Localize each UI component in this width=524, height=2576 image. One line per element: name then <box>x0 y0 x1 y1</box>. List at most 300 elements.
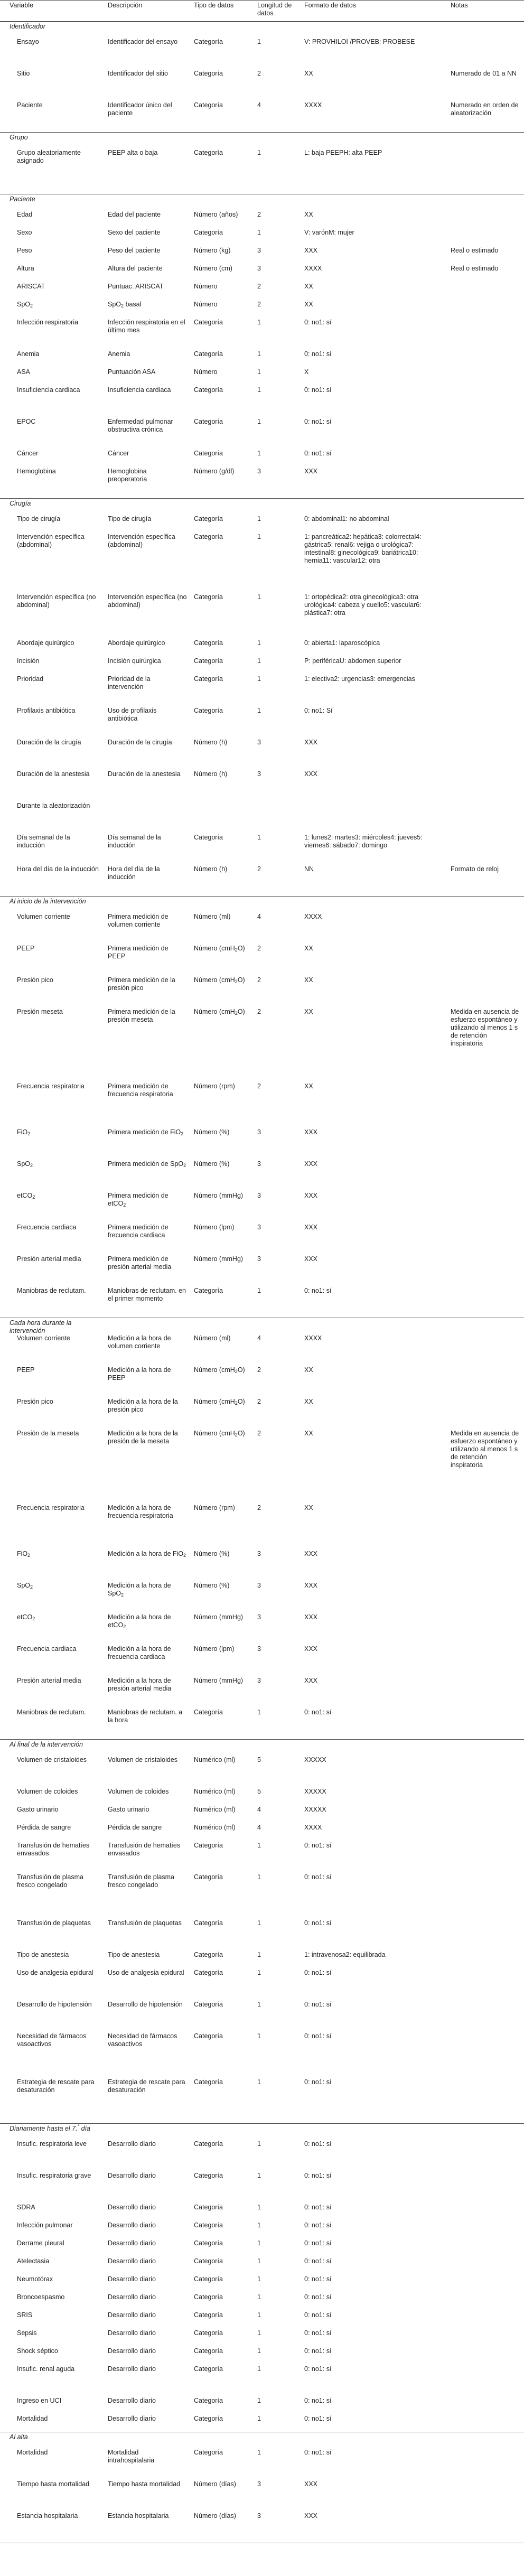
table-row <box>0 2310 524 2328</box>
cell-tipo: Categoría <box>194 707 223 714</box>
table-row <box>0 2414 524 2432</box>
cell-formato: 0: no1: sí <box>304 2293 332 2301</box>
cell-tipo: Número (rpm) <box>194 1082 235 1090</box>
cell-longitud: 2 <box>257 865 261 873</box>
cell-descripcion: Desarrollo de hipotensión <box>108 2001 183 2008</box>
cell-longitud: 4 <box>257 101 261 109</box>
cell-descripcion: Primera medición de PEEP <box>108 945 169 960</box>
cell-tipo: Número <box>194 283 218 290</box>
cell-tipo: Categoría <box>194 834 223 841</box>
cell-formato: 0: no1: sí <box>304 2001 332 2008</box>
cell-formato: 0: no1: sí <box>304 2140 332 2148</box>
cell-formato: NN <box>304 865 314 873</box>
cell-longitud: 1 <box>257 2078 261 2086</box>
cell-longitud: 3 <box>257 1192 261 1199</box>
table-row <box>0 1841 524 1872</box>
cell-formato: XXX <box>304 1255 318 1263</box>
cell-longitud: 1 <box>257 386 261 394</box>
cell-descripcion: Desarrollo diario <box>108 2293 156 2301</box>
cell-descripcion: Edad del paciente <box>108 211 161 218</box>
cell-variable: Sexo <box>17 229 32 236</box>
cell-formato: XX <box>304 1398 313 1405</box>
cell-longitud: 3 <box>257 1160 261 1168</box>
table-row <box>0 1918 524 1950</box>
cell-formato: 0: no1: sí <box>304 2257 332 2265</box>
cell-variable: Duración de la anestesia <box>17 770 90 778</box>
cell-variable: etCO$_2$ <box>17 1613 35 1621</box>
cell-longitud: 1 <box>257 2311 261 2319</box>
table-row <box>0 1823 524 1841</box>
cell-longitud: 3 <box>257 1550 261 1557</box>
section-heading <box>0 2432 524 2448</box>
section-heading <box>0 498 524 515</box>
cell-formato: XX <box>304 301 313 308</box>
table-row <box>0 532 524 592</box>
cell-formato: 0: no1: sí <box>304 2311 332 2319</box>
cell-descripcion: Desarrollo diario <box>108 2397 156 2404</box>
cell-formato: 1: ortopédica2: otra ginecológica3: otra urológica4: cabeza y cuello5: vascular6: plástica7: otra <box>304 593 422 617</box>
cell-longitud: 4 <box>257 1334 261 1342</box>
cell-formato: 0: abdominal1: no abdominal <box>304 515 389 522</box>
cell-longitud: 1 <box>257 418 261 425</box>
table-row <box>0 1950 524 1968</box>
cell-variable: SpO$_2$ <box>17 1160 33 1168</box>
cell-formato: 0: no1: sí <box>304 2365 332 2373</box>
cell-descripcion: Medición a la hora de FiO$_2$ <box>108 1550 186 1558</box>
cell-longitud: 3 <box>257 739 261 746</box>
table-row <box>0 37 524 69</box>
cell-variable: FiO$_2$ <box>17 1550 31 1558</box>
cell-longitud: 2 <box>257 976 261 984</box>
cell-descripcion: Prioridad de la intervención <box>108 675 151 690</box>
cell-formato: 0: abierta1: laparoscópica <box>304 639 380 647</box>
table-row <box>0 1805 524 1823</box>
cell-variable: Mortalidad <box>17 2449 48 2456</box>
cell-variable: Hora del día de la inducción <box>17 865 99 873</box>
cell-descripcion: Desarrollo diario <box>108 2415 156 2422</box>
cell-longitud: 4 <box>257 1824 261 1831</box>
cell-variable: Día semanal de la inducción <box>17 834 70 849</box>
cell-descripcion: Desarrollo diario <box>108 2365 156 2373</box>
cell-descripcion: Necesidad de fármacos vasoactivos <box>108 2032 177 2048</box>
cell-formato: 0: no1: sí <box>304 2239 332 2247</box>
cell-tipo: Categoría <box>194 2347 223 2355</box>
cell-formato: XXX <box>304 1645 318 1653</box>
cell-tipo: Numérico (ml) <box>194 1824 236 1831</box>
cell-longitud: 3 <box>257 1255 261 1263</box>
cell-formato: XXX <box>304 1224 318 1231</box>
table-row <box>0 674 524 706</box>
cell-tipo: Categoría <box>194 2239 223 2247</box>
cell-tipo: Categoría <box>194 1969 223 1976</box>
cell-descripcion: Uso de analgesia epidural <box>108 1969 184 1976</box>
cell-variable: Volumen corriente <box>17 913 70 920</box>
cell-formato: 0: no1: sí <box>304 1287 332 1294</box>
table-row <box>0 2000 524 2031</box>
cell-longitud: 1 <box>257 2365 261 2373</box>
cell-formato: 0: no1: sí <box>304 2204 332 2211</box>
cell-formato: XX <box>304 1504 313 1511</box>
cell-formato: V: varónM: mujer <box>304 229 354 236</box>
cell-descripcion: Hora del día de la inducción <box>108 865 160 881</box>
table-row <box>0 1159 524 1191</box>
cell-formato: XXX <box>304 247 318 254</box>
cell-formato: XX <box>304 945 313 952</box>
cell-formato: 0: no1: sí <box>304 1873 332 1881</box>
cell-variable: Gasto urinario <box>17 1806 59 1813</box>
cell-variable: SRIS <box>17 2311 33 2319</box>
cell-longitud: 1 <box>257 38 261 45</box>
cell-longitud: 1 <box>257 593 261 601</box>
cell-formato: 0: no1: sí <box>304 2347 332 2355</box>
cell-descripcion: Altura del paciente <box>108 265 163 272</box>
cell-variable: Anemia <box>17 350 40 358</box>
cell-variable: Desarrollo de hipotensión <box>17 2001 92 2008</box>
table-row <box>0 1397 524 1429</box>
cell-longitud: 3 <box>257 1224 261 1231</box>
cell-variable: Tiempo hasta mortalidad <box>17 2480 90 2488</box>
cell-tipo: Categoría <box>194 2001 223 2008</box>
cell-longitud: 1 <box>257 1842 261 1849</box>
cell-variable: Insufic. respiratoria leve <box>17 2140 87 2148</box>
cell-descripcion: Desarrollo diario <box>108 2222 156 2229</box>
cell-tipo: Numérico (ml) <box>194 1788 236 1795</box>
table-row <box>0 1191 524 1222</box>
section-heading <box>0 2123 524 2140</box>
cell-variable: SDRA <box>17 2204 35 2211</box>
cell-longitud: 3 <box>257 2480 261 2488</box>
table-row <box>0 706 524 738</box>
cell-tipo: Número <box>194 301 218 308</box>
cell-descripcion: Intervención específica (no abdominal) <box>108 593 187 609</box>
cell-formato: 0: no1: sí <box>304 2329 332 2337</box>
cell-formato: 0: no1: sí <box>304 2172 332 2179</box>
cell-formato: 1: intravenosa2: equilibrada <box>304 1951 386 1958</box>
cell-formato: XXX <box>304 1160 318 1168</box>
cell-formato: XXXX <box>304 913 322 920</box>
cell-variable: Maniobras de reclutam. <box>17 1709 86 1716</box>
cell-descripcion: Primera medición de FiO$_2$ <box>108 1128 184 1136</box>
cell-notas: Real o estimado <box>451 265 499 272</box>
cell-tipo: Categoría <box>194 1709 223 1716</box>
cell-variable: EPOC <box>17 418 36 425</box>
cell-descripcion: Desarrollo diario <box>108 2275 156 2283</box>
cell-notas: Numerado de 01 a NN <box>451 70 517 77</box>
cell-formato: L: baja PEEPH: alta PEEP <box>304 149 382 156</box>
cell-variable: Pérdida de sangre <box>17 1824 71 1831</box>
cell-longitud: 1 <box>257 2172 261 2179</box>
cell-variable: Necesidad de fármacos vasoactivos <box>17 2032 87 2048</box>
cell-variable: Presión meseta <box>17 1008 63 1015</box>
cell-formato: XXX <box>304 1677 318 1684</box>
table-row <box>0 2328 524 2346</box>
table-row <box>0 769 524 801</box>
table-row <box>0 2171 524 2202</box>
cell-formato: 0: no1: Sí <box>304 707 333 714</box>
cell-tipo: Número (h) <box>194 865 228 873</box>
table-row <box>0 1127 524 1159</box>
cell-longitud: 1 <box>257 149 261 156</box>
cell-variable: Transfusión de plasma fresco congelado <box>17 1873 83 1889</box>
cell-formato: XXXX <box>304 1334 322 1342</box>
cell-formato: P: periféricaU: abdomen superior <box>304 657 401 665</box>
cell-formato: 0: no1: sí <box>304 2415 332 2422</box>
cell-descripcion: Medición a la hora de presión arterial media <box>108 1677 172 1692</box>
cell-formato: XX <box>304 283 313 290</box>
cell-formato: XXXX <box>304 1824 322 1831</box>
section-heading <box>0 194 524 210</box>
table-row <box>0 801 524 833</box>
cell-longitud: 3 <box>257 247 261 254</box>
cell-longitud: 1 <box>257 1919 261 1927</box>
cell-variable: Atelectasia <box>17 2257 50 2265</box>
cell-descripcion: Primera medición de presión arterial media <box>108 1255 172 1271</box>
cell-variable: Presión arterial media <box>17 1677 81 1684</box>
cell-longitud: 1 <box>257 1873 261 1881</box>
cell-tipo: Categoría <box>194 386 223 394</box>
cell-longitud: 3 <box>257 265 261 272</box>
cell-tipo: Número <box>194 368 218 376</box>
cell-descripcion: Medición a la hora de SpO$_2$ <box>108 1582 171 1598</box>
cell-tipo: Número (años) <box>194 211 238 218</box>
cell-variable: Uso de analgesia epidural <box>17 1969 93 1976</box>
table-row <box>0 2511 524 2543</box>
cell-formato: 0: no1: sí <box>304 1842 332 1849</box>
cell-tipo: Categoría <box>194 350 223 358</box>
cell-formato: 1: pancreática2: hepática3: colorrectal4: gástrica5: renal6: vejiga o urológica7: intestinal8: ginecológica9: bariátrica10: hernia11: vascular12: otra <box>304 533 422 564</box>
cell-variable: Transfusión de hematíes envasados <box>17 1842 90 1857</box>
table-row <box>0 1081 524 1127</box>
cell-descripcion: Volumen de cristaloides <box>108 1756 178 1763</box>
cell-longitud: 1 <box>257 2001 261 2008</box>
table-row <box>0 2256 524 2274</box>
table-row <box>0 975 524 1007</box>
cell-descripcion: Incisión quirúrgica <box>108 657 161 665</box>
section-title: Identificador <box>10 23 46 30</box>
cell-tipo: Categoría <box>194 639 223 647</box>
cell-longitud: 1 <box>257 1969 261 1976</box>
cell-variable: Mortalidad <box>17 2415 48 2422</box>
header-longitud: Longitud de datos <box>257 2 292 17</box>
cell-variable: Tipo de cirugía <box>17 515 61 522</box>
cell-variable: Sitio <box>17 70 30 77</box>
header-formato: Formato de datos <box>304 2 356 9</box>
table-row <box>0 100 524 132</box>
table-row <box>0 2479 524 2511</box>
cell-formato: 1: electiva2: urgencias3: emergencias <box>304 675 415 683</box>
header-variable: Variable <box>10 2 33 9</box>
table-row <box>0 1254 524 1286</box>
cell-variable: Tipo de anestesia <box>17 1951 69 1958</box>
table-row <box>0 638 524 656</box>
cell-variable: Maniobras de reclutam. <box>17 1287 86 1294</box>
cell-longitud: 1 <box>257 834 261 841</box>
cell-formato: 0: no1: sí <box>304 418 332 425</box>
cell-notas: Formato de reloj <box>451 865 499 873</box>
cell-tipo: Número (h) <box>194 770 228 778</box>
cell-descripcion: Identificador único del paciente <box>108 101 172 117</box>
cell-variable: Intervención específica (abdominal) <box>17 533 85 548</box>
cell-longitud: 1 <box>257 2415 261 2422</box>
cell-descripcion: Tiempo hasta mortalidad <box>108 2480 181 2488</box>
section-title: Al final de la intervención <box>10 1741 83 1748</box>
cell-notas: Medida en ausencia de esfuerzo espontáneo y utilizando al menos 1 s de retención inspiratoria <box>451 1430 519 1469</box>
cell-longitud: 1 <box>257 2032 261 2040</box>
table-row <box>0 514 524 532</box>
cell-tipo: Número (cmH$_2$O) <box>194 1430 245 1438</box>
cell-tipo: Categoría <box>194 2140 223 2148</box>
cell-tipo: Categoría <box>194 593 223 601</box>
cell-descripcion: Duración de la cirugía <box>108 739 172 746</box>
cell-tipo: Número (días) <box>194 2512 236 2519</box>
cell-formato: XXXX <box>304 265 322 272</box>
table-row <box>0 1676 524 1707</box>
cell-descripcion: Cáncer <box>108 450 129 457</box>
table-row <box>0 1503 524 1549</box>
cell-variable: Insufic. respiratoria grave <box>17 2172 91 2179</box>
table-row <box>0 349 524 367</box>
cell-variable: Intervención específica (no abdominal) <box>17 593 96 609</box>
cell-descripcion: Primera medición de frecuencia cardiaca <box>108 1224 169 1239</box>
cell-longitud: 1 <box>257 368 261 376</box>
cell-descripcion: Estrategia de rescate para desaturación <box>108 2078 185 2094</box>
cell-formato: 0: no1: sí <box>304 2222 332 2229</box>
cell-tipo: Número (lpm) <box>194 1645 235 1653</box>
cell-variable: PEEP <box>17 945 35 952</box>
cell-variable: Infección pulmonar <box>17 2222 73 2229</box>
cell-descripcion: Primera medición de frecuencia respiratoria <box>108 1082 173 1098</box>
cell-variable: Neumotórax <box>17 2275 53 2283</box>
table-row <box>0 2031 524 2077</box>
table-row <box>0 1286 524 1318</box>
cell-tipo: Número (cmH$_2$O) <box>194 1008 245 1016</box>
cell-formato: V: PROVHILOI /PROVEB: PROBESE <box>304 38 415 45</box>
cell-descripcion: Primera medición de SpO$_2$ <box>108 1160 186 1168</box>
table-row <box>0 282 524 300</box>
table-row <box>0 417 524 449</box>
cell-longitud: 1 <box>257 2239 261 2247</box>
table-row <box>0 738 524 769</box>
cell-tipo: Categoría <box>194 2293 223 2301</box>
cell-descripcion: Día semanal de la inducción <box>108 834 161 849</box>
cell-longitud: 2 <box>257 1366 261 1374</box>
cell-variable: ASA <box>17 368 31 376</box>
cell-variable: Durante la aleatorización <box>17 802 90 809</box>
cell-variable: Incisión <box>17 657 40 665</box>
cell-longitud: 2 <box>257 211 261 218</box>
table-header <box>0 0 524 22</box>
cell-variable: Volumen de cristaloides <box>17 1756 87 1763</box>
cell-variable: Altura <box>17 265 34 272</box>
cell-tipo: Número (lpm) <box>194 1224 235 1231</box>
cell-longitud: 2 <box>257 70 261 77</box>
cell-tipo: Categoría <box>194 2311 223 2319</box>
table-row <box>0 2396 524 2414</box>
cell-variable: Sepsis <box>17 2329 37 2337</box>
cell-longitud: 1 <box>257 319 261 326</box>
cell-tipo: Número (cm) <box>194 265 232 272</box>
cell-longitud: 1 <box>257 2397 261 2404</box>
table-row <box>0 449 524 466</box>
cell-variable: Frecuencia respiratoria <box>17 1504 85 1511</box>
cell-variable: Edad <box>17 211 33 218</box>
cell-formato: 0: no1: sí <box>304 450 332 457</box>
cell-descripcion: Maniobras de reclutam. en el primer momento <box>108 1287 186 1302</box>
cell-variable: Abordaje quirúrgico <box>17 639 74 647</box>
cell-longitud: 3 <box>257 1582 261 1589</box>
cell-longitud: 1 <box>257 2275 261 2283</box>
cell-descripcion: Pérdida de sangre <box>108 1824 162 1831</box>
cell-longitud: 1 <box>257 639 261 647</box>
cell-descripcion: Tipo de cirugía <box>108 515 152 522</box>
cell-formato: 0: no1: sí <box>304 319 332 326</box>
cell-descripcion: Duración de la anestesia <box>108 770 181 778</box>
cell-tipo: Número (mmHg) <box>194 1192 244 1199</box>
cell-longitud: 1 <box>257 2257 261 2265</box>
cell-tipo: Categoría <box>194 2222 223 2229</box>
table-row <box>0 1612 524 1644</box>
cell-descripcion: Desarrollo diario <box>108 2172 156 2179</box>
cell-variable: Frecuencia cardiaca <box>17 1224 77 1231</box>
cell-longitud: 1 <box>257 657 261 665</box>
cell-descripcion: Infección respiratoria en el último mes <box>108 319 185 334</box>
cell-variable: Frecuencia cardiaca <box>17 1645 77 1653</box>
cell-descripcion: Transfusión de hematíes envasados <box>108 1842 181 1857</box>
table-row <box>0 1581 524 1612</box>
table-row <box>0 1007 524 1081</box>
cell-formato: 0: no1: sí <box>304 2078 332 2086</box>
cell-tipo: Número (%) <box>194 1128 230 1136</box>
cell-tipo: Categoría <box>194 2415 223 2422</box>
table-row <box>0 1872 524 1918</box>
table-row <box>0 385 524 417</box>
cell-variable: Frecuencia respiratoria <box>17 1082 85 1090</box>
header-tipo: Tipo de datos <box>194 2 234 9</box>
cell-variable: Presión arterial media <box>17 1255 81 1263</box>
cell-longitud: 1 <box>257 2347 261 2355</box>
table-row <box>0 1707 524 1739</box>
cell-descripcion: Volumen de coloides <box>108 1788 169 1795</box>
cell-descripcion: Medición a la hora de volumen corriente <box>108 1334 171 1350</box>
cell-formato: XXXXX <box>304 1806 326 1813</box>
cell-variable: Insufic. renal aguda <box>17 2365 75 2373</box>
cell-tipo: Categoría <box>194 515 223 522</box>
cell-tipo: Número (mmHg) <box>194 1677 244 1684</box>
cell-formato: 0: no1: sí <box>304 2449 332 2456</box>
section-heading <box>0 21 524 38</box>
cell-longitud: 3 <box>257 1613 261 1621</box>
cell-descripcion: Identificador del sitio <box>108 70 168 77</box>
cell-variable: SpO$_2$ <box>17 301 33 309</box>
cell-descripcion: Abordaje quirúrgico <box>108 639 165 647</box>
cell-longitud: 5 <box>257 1788 261 1795</box>
cell-longitud: 4 <box>257 1806 261 1813</box>
cell-variable: PEEP <box>17 1366 35 1374</box>
section-heading <box>0 1739 524 1756</box>
table-row <box>0 592 524 638</box>
cell-descripcion: Anemia <box>108 350 130 358</box>
cell-tipo: Número (kg) <box>194 247 231 254</box>
cell-variable: Shock séptico <box>17 2347 58 2355</box>
cell-descripcion: Puntuación ASA <box>108 368 156 376</box>
table-row <box>0 1968 524 2000</box>
cell-tipo: Número (%) <box>194 1160 230 1168</box>
cell-longitud: 1 <box>257 450 261 457</box>
table-row <box>0 656 524 674</box>
section-title: Cada hora durante la intervención <box>10 1319 72 1334</box>
cell-longitud: 1 <box>257 350 261 358</box>
cell-longitud: 3 <box>257 1645 261 1653</box>
